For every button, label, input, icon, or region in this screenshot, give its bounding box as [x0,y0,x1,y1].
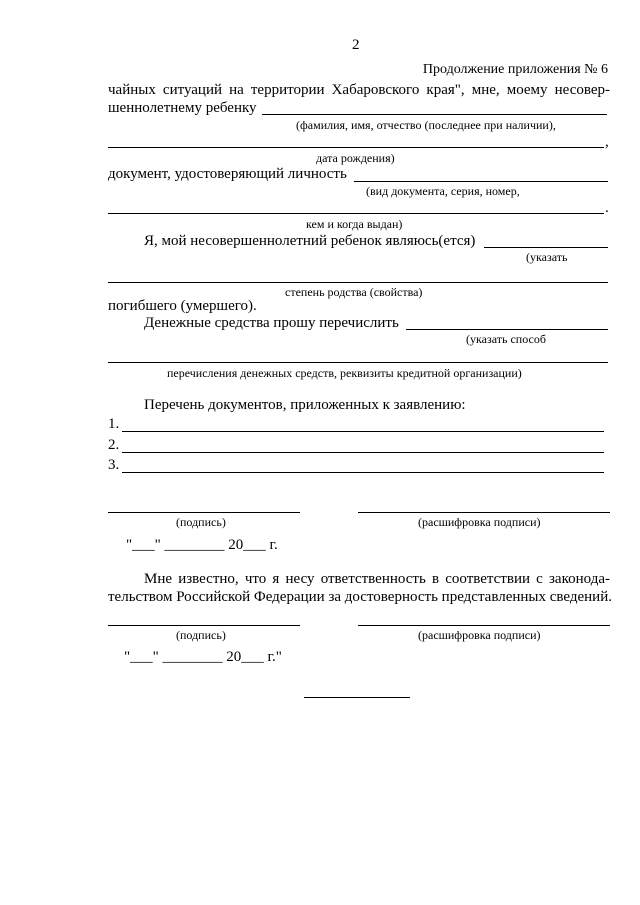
doc-item-2-number: 2. [108,437,120,453]
relation-continuation-line[interactable] [108,282,608,283]
fio-continuation-line[interactable] [108,147,604,148]
hint-issued: кем и когда выдан) [306,217,403,231]
hint-birth-date: дата рождения) [316,151,395,165]
hint-degree: степень родства (свойства) [285,285,423,299]
signature-line-1[interactable] [108,512,300,513]
money-field-line[interactable] [406,329,608,330]
hint-transfer: перечисления денежных средств, реквизиты кредитной организации) [167,366,522,380]
text-money-label: Денежные средства прошу перечислить [144,315,399,331]
signature-decode-line-1[interactable] [358,512,610,513]
text-line-2: шеннолетнему ребенку [108,100,257,116]
date-line-2: "___" ________ 20___ г." [124,649,282,665]
doc-item-1-line[interactable] [122,431,604,432]
signature-label-1: (подпись) [176,515,226,529]
document-field-line[interactable] [354,181,608,182]
comma-mark: , [605,134,609,150]
documents-title: Перечень документов, приложенных к заявлению: [144,397,466,413]
statement-line-2: тельством Российской Федерации за достоверность представленных сведений. [108,589,612,605]
text-line-1: чайных ситуаций на территории Хабаровского края", мне, моему несовер- [108,82,610,98]
relation-field-line[interactable] [484,247,608,248]
text-document-label: документ, удостоверяющий личность [108,166,347,182]
appendix-header: Продолжение приложения № 6 [422,62,608,77]
closing-separator [304,697,410,698]
date-line-1: "___" ________ 20___ г. [126,537,278,553]
document-continuation-line[interactable] [108,213,604,214]
hint-document: (вид документа, серия, номер, [366,184,520,198]
page-number: 2 [352,37,360,53]
signature-decode-line-2[interactable] [358,625,610,626]
hint-fio: (фамилия, имя, отчество (последнее при наличии), [296,118,556,132]
doc-item-2-line[interactable] [122,452,604,453]
doc-item-3-line[interactable] [122,472,604,473]
period-mark: . [605,200,609,216]
doc-item-1-number: 1. [108,416,120,432]
signature-decode-label-1: (расшифровка подписи) [418,515,541,529]
doc-item-3-number: 3. [108,457,120,473]
text-relation-label: Я, мой несовершеннолетний ребенок являюсь(ется) [144,233,476,249]
money-continuation-line[interactable] [108,362,608,363]
text-deceased: погибшего (умершего). [108,298,257,314]
statement-line-1: Мне известно, что я несу ответственность в соответствии с законода- [144,571,610,587]
hint-specify: (указать [526,250,568,264]
hint-method: (указать способ [466,332,546,346]
signature-label-2: (подпись) [176,628,226,642]
signature-line-2[interactable] [108,625,300,626]
fio-field-line[interactable] [262,114,607,115]
signature-decode-label-2: (расшифровка подписи) [418,628,541,642]
